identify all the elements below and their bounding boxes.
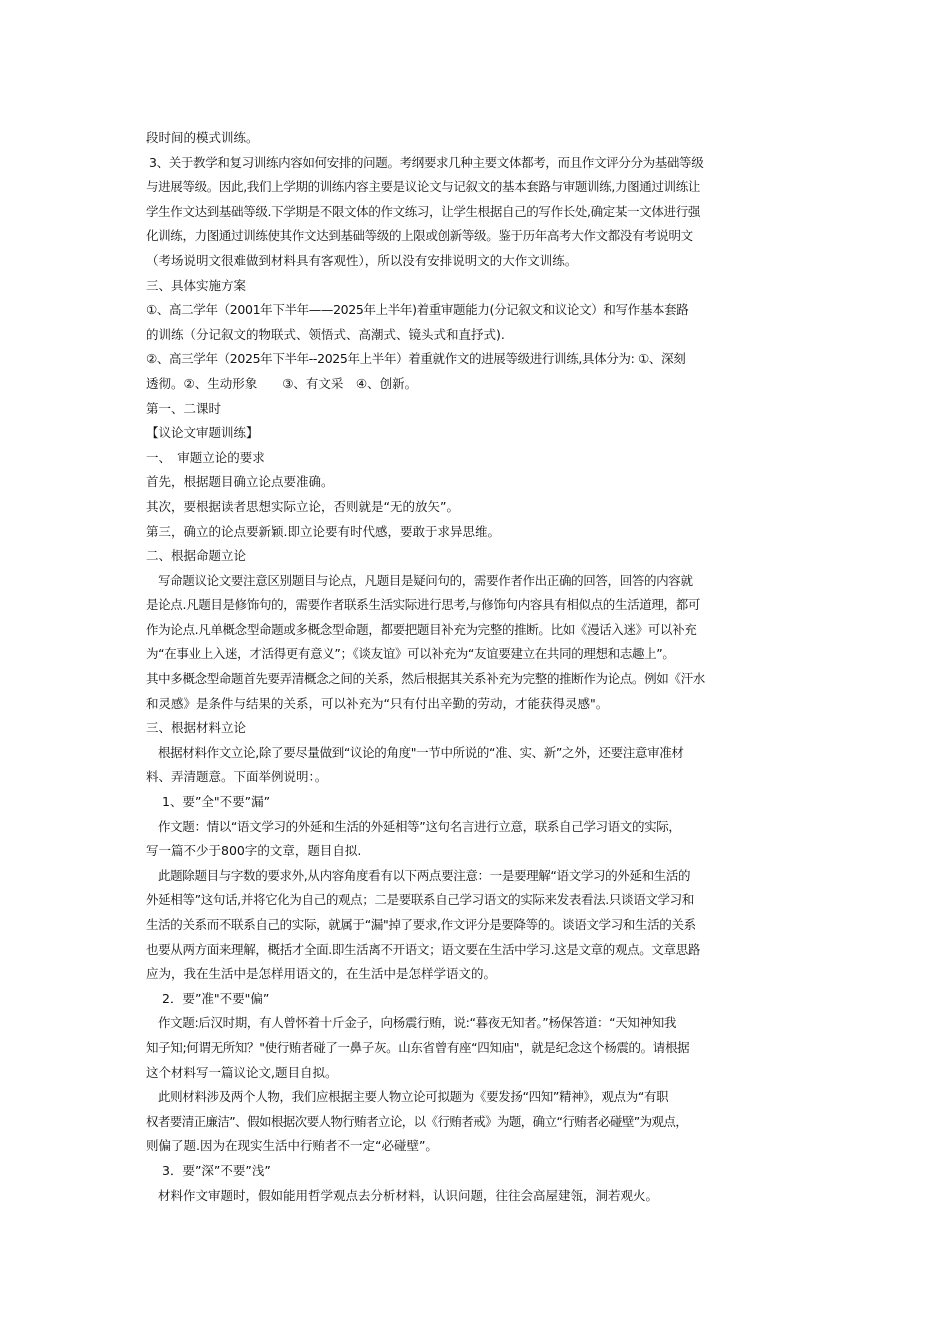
section-heading: 三、根据材料立论 [146, 720, 247, 736]
text-line: 与进展等级。因此,我们上学期的训练内容主要是议论文与记叙文的基本套路与审题训练,力图通过训练让 [146, 179, 700, 195]
text-line: 材料作文审题时，假如能用哲学观点去分析材料，认识问题，往往会高屋建瓴，洞若观火。 [158, 1187, 659, 1203]
text-line: 其中多概念型命题首先要弄清概念之间的关系，然后根据其关系补充为完整的推断作为论点。例如《汗水 [146, 671, 705, 687]
text-line: 生活的关系而不联系自己的实际，就属于“漏"掉了要求,作文评分是要降等的。谈语文学习和生活的关系 [146, 917, 696, 932]
text-line: 化训练，力图通过训练使其作文达到基础等级的上限或创新等级。鉴于历年高考大作文都没有考说明文 [146, 228, 693, 244]
topic-heading: 【议论文审题训练】 [146, 425, 259, 441]
text-line: 3、关于教学和复习训练内容如何安排的问题。考纲要求几种主要文体都考，而且作文评分分为基础等级 [149, 154, 704, 170]
text-line: 透彻。②、生动形象 ③、有文采 ④、创新。 [146, 375, 418, 391]
lesson-heading: 第一、二课时 [146, 400, 222, 416]
subsection-heading: 1、要”全"不要”漏” [162, 794, 271, 810]
text-line: 料、弄清题意。下面举例说明：。 [146, 769, 328, 785]
text-line: 作为论点.凡单概念型命题或多概念型命题，都要把题目补充为完整的推断。比如《漫话入迷》可以补充 [146, 621, 697, 637]
document-body [146, 126, 814, 1208]
text-line: ②、高三学年（2025年下半年--2025年上半年）着重就作文的进展等级进行训练,具体分为: ①、深刻 [146, 351, 686, 367]
text-line: 知子知;何谓无所知？"使行贿者碰了一鼻子灰。山东省曾有座“四知庙"，就是纪念这个杨震的。请根据 [146, 1039, 690, 1055]
text-line: 作文题：情以“语文学习的外延和生活的外延相等”这句名言进行立意，联系自己学习语文的实际， [158, 818, 681, 834]
text-line: 应为，我在生活中是怎样用语文的，在生活中是怎样学语文的。 [146, 966, 497, 982]
text-line: 写命题议论文要注意区别题目与论点，凡题目是疑问句的，需要作者作出正确的回答，回答的内容就 [158, 572, 693, 588]
text-line: 权者要清正廉洁”、假如根据次要人物行贿者立论，以《行贿者戒》为题，确立“行贿者必碰壁”为观点， [146, 1113, 688, 1129]
text-line: 是论点.凡题目是修饰句的，需要作者联系生活实际进行思考,与修饰句内容具有相似点的生活道理，都可 [146, 597, 700, 613]
text-line: 这个材料写一篇议论文,题目自拟。 [146, 1064, 338, 1080]
text-line: 第三，确立的论点要新颖.即立论要有时代感，要敢于求异思维。 [146, 523, 500, 539]
text-line: 首先，根据题目确立论点要准确。 [146, 474, 334, 490]
section-heading: 一、 审题立论的要求 [146, 449, 265, 465]
text-line: 外延相等”这句话,并将它化为自己的观点；二是要联系自己学习语文的实际来发表看法.只谈语文学习和 [146, 892, 694, 908]
text-line: 也要从两方面来理解，概括才全面.即生活离不开语文；语文要在生活中学习.这是文章的观点。文章思路 [146, 941, 700, 957]
section-heading: 三、具体实施方案 [146, 277, 247, 293]
subsection-heading: 3．要”深”不要”浅” [162, 1162, 271, 1178]
section-heading: 二、根据命题立论 [146, 548, 247, 564]
text-line: 的训练（分记叙文的物联式、领悟式、高潮式、镜头式和直抒式). [146, 326, 505, 342]
text-line: ①、高二学年（2001年下半年——2025年上半年)着重审题能力(分记叙文和议论文）和写作基本套路 [146, 302, 689, 318]
text-line: 作文题:后汉时期，有人曾怀着十斤金子，向杨震行贿，说:“暮夜无知者。”杨保答道：“天知神知我 [158, 1015, 677, 1031]
subsection-heading: 2．要”准"不要"偏” [162, 990, 270, 1006]
text-line: 根据材料作文立论,除了要尽量做到“议论的角度"一节中所说的“准、实、新”之外，还要注意审准材 [158, 744, 684, 760]
text-line: 则偏了题.因为在现实生活中行贿者不一定“必碰壁”。 [146, 1138, 438, 1154]
text-line: 和灵感》是条件与结果的关系，可以补充为“只有付出辛勤的劳动，才能获得灵感"。 [146, 695, 609, 711]
text-line: 为“在事业上入迷，才活得更有意义”；《谈友谊》可以补充为“友谊要建立在共同的理想和志趣上”。 [146, 646, 675, 662]
text-line: （考场说明文很难做到材料具有客观性），所以没有安排说明文的大作文训练。 [146, 252, 578, 268]
text-line: 段时间的模式训练。 [146, 130, 259, 145]
text-line: 写一篇不少于800字的文章，题目自拟. [146, 843, 362, 859]
text-line: 其次，要根据读者思想实际立论，否则就是“无的放矢”。 [146, 498, 459, 514]
text-line: 此则材料涉及两个人物，我们应根据主要人物立论可拟题为《要发扬“四知”精神》，观点为“有职 [158, 1089, 669, 1105]
text-line: 学生作文达到基础等级.下学期是不限文体的作文练习，让学生根据自己的写作长处,确定某一文体进行强 [146, 203, 700, 219]
text-line: 此题除题目与字数的要求外,从内容角度看有以下两点要注意：一是要理解“语文学习的外延和生活的 [158, 867, 691, 883]
